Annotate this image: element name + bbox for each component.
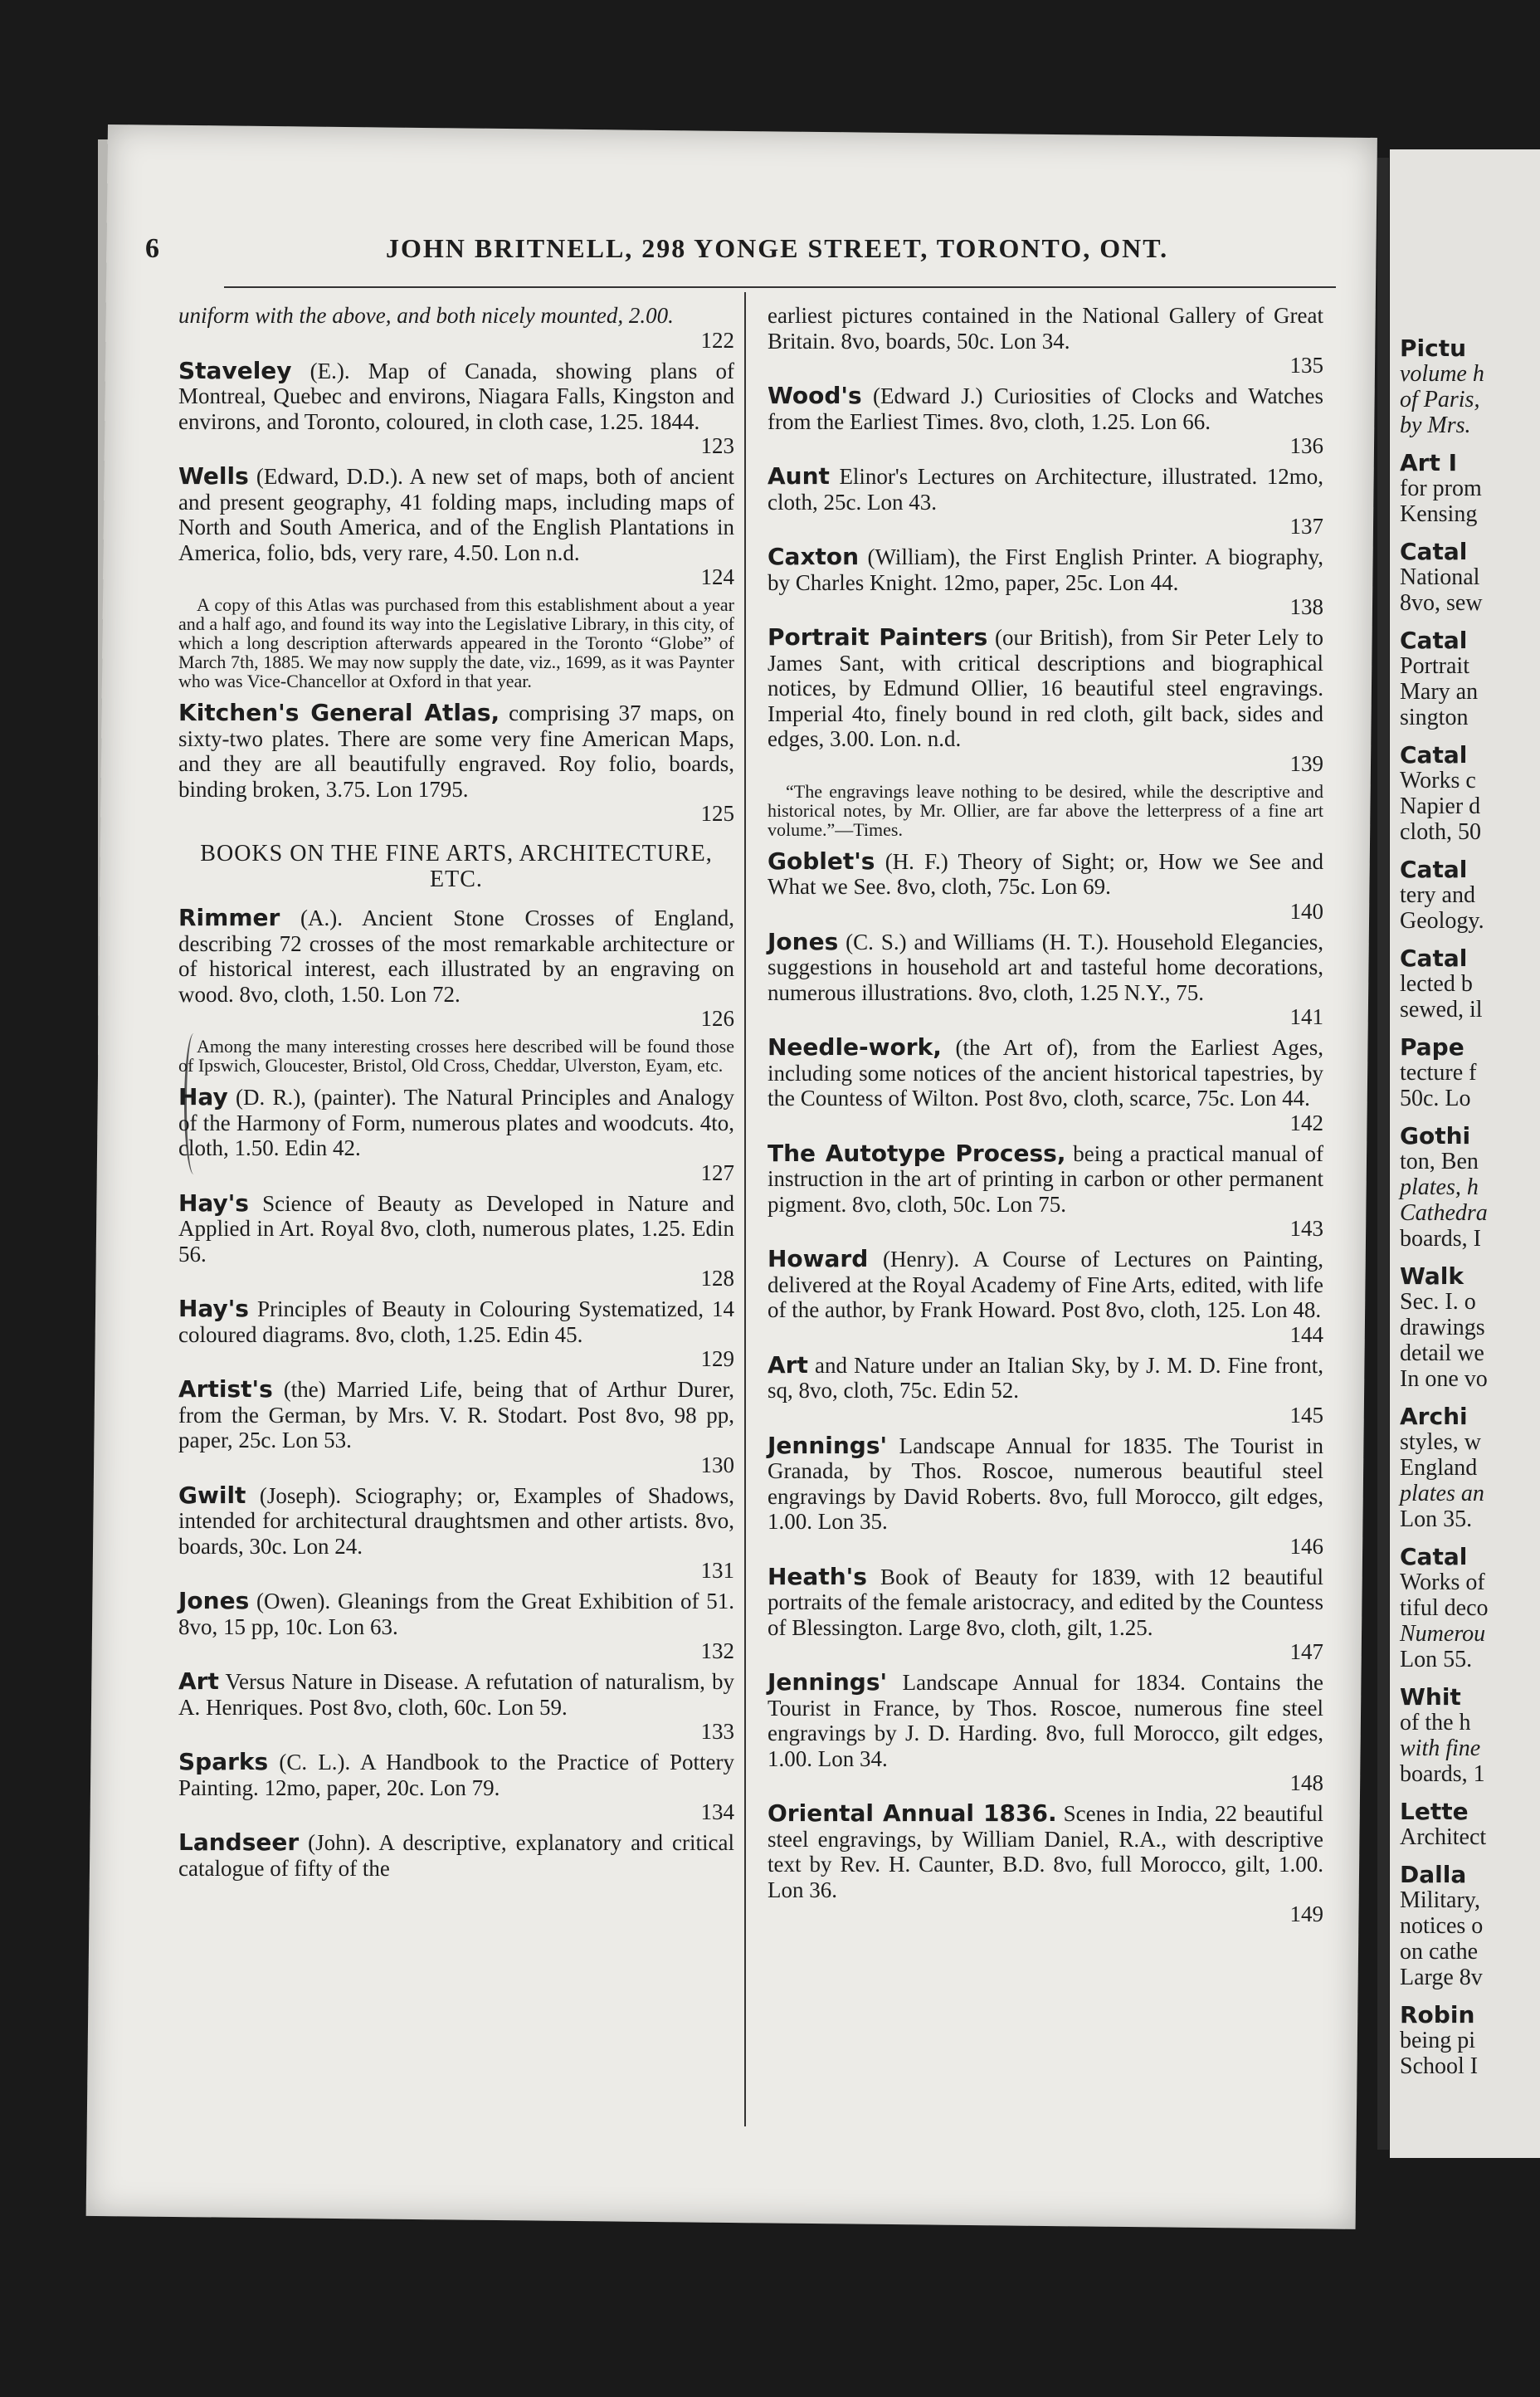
entry-body: and Nature under an Italian Sky, by J. M. D. Fine front, sq, 8vo, cloth, 75c. Edin 52.	[768, 1352, 1323, 1403]
next-page-text-fragment: Catal	[1400, 856, 1468, 883]
next-page-text-fragment: Catal	[1400, 945, 1468, 972]
entry-number: 148	[1289, 1770, 1323, 1795]
entry-body: (our British), from Sir Peter Lely to James Sant, with critical descriptions and biographical notices, by Edmund Ollier, 16 beautiful steel engravings. Imperial 4to, finely bound in red cloth, gilt back, sides and edges, 3.00. Lon. n.d.	[768, 625, 1323, 751]
catalogue-entry	[178, 303, 734, 352]
catalogue-entry	[178, 1296, 734, 1370]
next-page-text-fragment: sington	[1400, 705, 1469, 730]
entry-title: Aunt	[768, 462, 830, 490]
next-page-text-fragment: Catal	[1400, 627, 1468, 654]
entry-title: Hay's	[178, 1295, 249, 1322]
entry-body: Versus Nature in Disease. A refutation of naturalism, by A. Henriques. Post 8vo, cloth, 60c. Lon 59.	[178, 1669, 734, 1720]
entry-number: 137	[1289, 514, 1323, 539]
entry-body: (A.). Ancient Stone Crosses of England, describing 72 crosses of the most remarkable architecture or of historical interest, each illustrated by an engraving on wood. 8vo, cloth, 1.50. Lon 72.	[178, 906, 734, 1007]
next-page-text-fragment: tecture f	[1400, 1060, 1477, 1086]
entry-title: Art	[768, 1350, 808, 1379]
entry-body: (D. R.), (painter). The Natural Principles and Analogy of the Harmony of Form, numerous plates and woodcuts. 4to, cloth, 1.50. Edin 42.	[178, 1085, 734, 1160]
catalogue-entry	[178, 1669, 734, 1743]
entry-title: Art	[178, 1667, 219, 1695]
next-page-text-fragment: Catal	[1400, 741, 1468, 769]
entry-title: Caxton	[768, 543, 860, 570]
next-page-text-fragment: Sec. I. o	[1400, 1289, 1476, 1315]
catalogue-entry	[768, 927, 1323, 1029]
next-page-text-fragment: Napier d	[1400, 793, 1481, 819]
entry-body: Scenes in India, 22 beautiful steel engravings, by William Daniel, R.A., with descriptive text by Rev. H. Caunter, B.D. 8vo, full Morocco, gilt, 1.00. Lon 36.	[768, 1801, 1323, 1902]
next-page-text-fragment: Large 8v	[1400, 1965, 1483, 1990]
page-number: 6	[145, 233, 159, 264]
next-page-text-fragment: Geology.	[1400, 908, 1484, 934]
entry-body: (C. L.). A Handbook to the Practice of Pottery Painting. 12mo, paper, 20c. Lon 79.	[178, 1750, 734, 1800]
entry-title: Artist's	[178, 1375, 273, 1403]
next-page-text-fragment: Kensing	[1400, 501, 1478, 527]
entry-number: 138	[1289, 594, 1323, 619]
entry-body: Landscape Annual for 1834. Contains the Tourist in France, by Thos. Roscoe, numerous fine steel engravings by J. D. Harding. 8vo, full Morocco, gilt edges, 1.00. Lon 34.	[768, 1670, 1323, 1771]
entry-body: being a practical manual of instruction in the art of printing in carbon or other permanent pigment. 8vo, cloth, 50c. Lon 75.	[768, 1140, 1323, 1217]
catalogue-entry	[768, 1670, 1323, 1794]
catalogue-entry	[768, 544, 1323, 618]
catalogue-entry	[178, 701, 734, 825]
entry-number: 147	[1289, 1639, 1323, 1664]
entry-body: earliest pictures contained in the National Gallery of Great Britain. 8vo, boards, 50c. Lon 34.	[768, 303, 1323, 354]
entry-body: Science of Beauty as Developed in Nature and Applied in Art. Royal 8vo, cloth, numerous plates, 1.25. Edin 56.	[178, 1190, 734, 1267]
entry-number: 135	[1289, 353, 1323, 378]
entry-body: (John). A descriptive, explanatory and critical catalogue of fifty of the	[178, 1830, 734, 1881]
next-page-text-fragment: Dalla	[1400, 1861, 1467, 1888]
entry-number: 124	[700, 564, 734, 589]
entry-note: “The engravings leave nothing to be desired, while the descriptive and historical notes, by Mr. Ollier, are far above the letterpress of a fine art volume.”—Times.	[768, 780, 1323, 840]
next-page-text-fragment: Robin	[1400, 2001, 1475, 2028]
next-page-text-fragment: of the h	[1400, 1710, 1471, 1736]
entry-number: 128	[700, 1266, 734, 1291]
entry-body: Book of Beauty for 1839, with 12 beautiful portraits of the female aristocracy, and edited by the Countess of Blessington. Large 8vo, cloth, gilt, 1.25.	[768, 1564, 1323, 1640]
next-page-fragment	[1390, 149, 1540, 2158]
entry-body: (the Art of), from the Earliest Ages, including some notices of the ancient historical tapestries, by the Countess of Wilton. Post 8vo, cloth, scarce, 75c. Lon 44.	[768, 1035, 1323, 1111]
catalogue-entry	[768, 1801, 1323, 1926]
catalogue-entry	[178, 356, 734, 458]
entry-number: 134	[700, 1799, 734, 1824]
catalogue-entry	[768, 1141, 1323, 1241]
next-page-text-fragment: Whit	[1400, 1683, 1461, 1711]
entry-body: (E.). Map of Canada, showing plans of Montreal, Quebec and environs, Niagara Falls, Kingston and environs, and Toronto, coloured, in cloth case, 1.25. 1844.	[178, 358, 734, 434]
catalogue-entry	[178, 464, 734, 588]
catalogue-entry	[768, 1247, 1323, 1346]
section-heading: BOOKS ON THE FINE ARTS, ARCHITECTURE, ETC.	[200, 841, 713, 892]
next-page-text-fragment: England	[1400, 1455, 1478, 1481]
entry-title: The Autotype Process,	[768, 1139, 1066, 1167]
entry-note: Among the many interesting crosses here described will be found those of Ipswich, Gloucester, Bristol, Old Cross, Cheddar, Ulverston, Eyam, etc.	[178, 1036, 734, 1076]
entry-title: Jennings'	[768, 1431, 888, 1459]
entry-number: 131	[700, 1558, 734, 1583]
entry-body: uniform with the above, and both nicely mounted, 2.00.	[178, 303, 674, 328]
entry-title: Jones	[178, 1587, 250, 1614]
catalogue-entry	[768, 1350, 1323, 1428]
right-column	[768, 303, 1323, 1932]
next-page-text-fragment: In one vo	[1400, 1366, 1488, 1392]
catalogue-entry	[768, 625, 1323, 775]
catalogue-entry	[768, 383, 1323, 457]
entry-title: Oriental Annual 1836.	[768, 1799, 1057, 1827]
next-page-text-fragment: plates, h	[1400, 1174, 1479, 1200]
catalogue-entry	[178, 1377, 734, 1477]
entry-number: 149	[1289, 1901, 1323, 1926]
entry-body: Landscape Annual for 1835. The Tourist in Granada, by Thos. Roscoe, numerous beautiful steel engravings by David Roberts. 8vo, full Morocco, gilt edges, 1.00. Lon 35.	[768, 1433, 1323, 1534]
entry-number: 143	[1289, 1216, 1323, 1241]
next-page-text-fragment: Cathedra	[1400, 1200, 1488, 1226]
entry-number: 144	[1289, 1321, 1323, 1347]
next-page-text-fragment: Catal	[1400, 538, 1468, 565]
entry-body: (William), the First English Printer. A biography, by Charles Knight. 12mo, paper, 25c. Lon 44.	[768, 544, 1323, 595]
entry-title: Landseer	[178, 1828, 300, 1856]
entry-body: (Henry). A Course of Lectures on Painting, delivered at the Royal Academy of Fine Arts, edited, with life of the author, by Frank Howard. Post 8vo, cloth, 125. Lon 48.	[768, 1247, 1323, 1322]
header-rule	[224, 286, 1336, 288]
next-page-text-fragment: Lon 55.	[1400, 1647, 1473, 1672]
next-page-text-fragment: Works of	[1400, 1570, 1485, 1595]
next-page-text-fragment: Lette	[1400, 1798, 1469, 1825]
next-page-text-fragment: sewed, il	[1400, 997, 1483, 1023]
entry-number: 127	[700, 1159, 734, 1185]
next-page-text-fragment: being pi	[1400, 2028, 1475, 2053]
entry-number: 140	[1289, 898, 1323, 924]
entry-title: Kitchen's General Atlas,	[178, 699, 500, 726]
next-page-text-fragment: Archi	[1400, 1403, 1468, 1430]
catalogue-entry	[178, 1085, 734, 1184]
entry-title: Rimmer	[178, 904, 280, 931]
next-page-text-fragment: boards, 1	[1400, 1761, 1485, 1787]
entry-body: (Joseph). Sciography; or, Examples of Shadows, intended for architectural draughtsmen and other artists. 8vo, boards, 30c. Lon 24.	[178, 1482, 734, 1559]
catalogue-entry	[178, 1191, 734, 1291]
next-page-text-fragment: 8vo, sew	[1400, 590, 1483, 616]
entry-title: Hay	[178, 1083, 228, 1111]
next-page-text-fragment: School I	[1400, 2053, 1479, 2079]
entry-title: Wood's	[768, 382, 862, 409]
next-page-text-fragment: Art I	[1400, 449, 1458, 476]
next-page-text-fragment: Walk	[1400, 1262, 1464, 1290]
next-page-text-fragment: Works c	[1400, 768, 1476, 793]
next-page-text-fragment: on cathe	[1400, 1939, 1479, 1965]
catalogue-entry	[768, 464, 1323, 538]
catalogue-entry	[178, 1750, 734, 1823]
next-page-text-fragment: Numerou	[1400, 1621, 1486, 1647]
entry-body: (C. S.) and Williams (H. T.). Household Elegancies, suggestions in household art and tasteful home decorations, numerous illustrations. 8vo, cloth, 1.25 N.Y., 75.	[768, 929, 1323, 1005]
entry-body: comprising 37 maps, on sixty-two plates. There are some very fine American Maps, and they are all beautifully engraved. Roy folio, boards, binding broken, 3.75. Lon 1795.	[178, 701, 734, 802]
entry-body: (the) Married Life, being that of Arthur Durer, from the German, by Mrs. V. R. Stodart. Post 8vo, 98 pp, paper, 25c. Lon 53.	[178, 1377, 734, 1452]
next-page-text-fragment: Pape	[1400, 1033, 1464, 1061]
entry-body: (Edward J.) Curiosities of Clocks and Watches from the Earliest Times. 8vo, cloth, 1.25. Lon 66.	[768, 383, 1323, 434]
entry-number: 125	[700, 801, 734, 826]
left-column	[178, 303, 734, 1887]
next-page-text-fragment: Portrait	[1400, 653, 1469, 679]
entry-number: 139	[1289, 750, 1323, 776]
next-page-text-fragment: notices o	[1400, 1913, 1484, 1939]
entry-number: 123	[700, 433, 734, 458]
book-spine	[1377, 158, 1389, 2150]
next-page-text-fragment: for prom	[1400, 476, 1482, 501]
entry-note: A copy of this Atlas was purchased from this establishment about a year and a half ago, and found its way into the Legislative Library, in this city, of which a long description afterwards appeared in the Toronto “Globe” of March 7th, 1885. We may now supply the date, viz., 1699, as it was Paynter who was Vice-Chancellor at Oxford in that year.	[178, 594, 734, 691]
next-page-text-fragment: National	[1400, 564, 1480, 590]
next-page-text-fragment: detail we	[1400, 1340, 1484, 1366]
entry-number: 145	[1289, 1402, 1323, 1428]
entry-number: 130	[700, 1452, 734, 1477]
next-page-text-fragment: Military,	[1400, 1887, 1480, 1913]
next-page-text-fragment: cloth, 50	[1400, 819, 1481, 845]
entry-number: 141	[1289, 1004, 1323, 1029]
catalogue-entry	[178, 906, 734, 1030]
next-page-text-fragment: volume h	[1400, 361, 1484, 387]
entry-title: Heath's	[768, 1562, 867, 1590]
next-page-text-fragment: Mary an	[1400, 679, 1479, 705]
entry-title: Jennings'	[768, 1668, 888, 1696]
catalogue-entry	[768, 303, 1323, 377]
next-page-text-fragment: plates an	[1400, 1481, 1484, 1506]
next-page-text-fragment: boards, I	[1400, 1226, 1481, 1252]
entry-title: Needle-work,	[768, 1033, 942, 1061]
entry-title: Staveley	[178, 356, 292, 384]
entry-number: 129	[700, 1346, 734, 1371]
next-page-text-fragment: tery and	[1400, 882, 1475, 908]
catalogue-entry	[768, 1562, 1323, 1664]
entry-title: Jones	[768, 927, 839, 955]
entry-body: Elinor's Lectures on Architecture, illustrated. 12mo, cloth, 25c. Lon 43.	[768, 464, 1323, 515]
next-page-text-fragment: of Paris,	[1400, 387, 1480, 413]
next-page-text-fragment: Architect	[1400, 1824, 1487, 1850]
catalogue-entry	[178, 1589, 734, 1662]
entry-title: Gwilt	[178, 1481, 246, 1509]
page-header	[145, 228, 1348, 278]
next-page-text-fragment: Catal	[1400, 1543, 1468, 1570]
catalogue-entry	[178, 1830, 734, 1881]
next-page-text-fragment: styles, w	[1400, 1429, 1481, 1455]
next-page-text-fragment: with fine	[1400, 1736, 1481, 1761]
entry-body: (Owen). Gleanings from the Great Exhibition of 51. 8vo, 15 pp, 10c. Lon 63.	[178, 1589, 734, 1639]
entry-number: 146	[1289, 1533, 1323, 1559]
entry-title: Portrait Painters	[768, 623, 988, 651]
entry-number: 126	[700, 1006, 734, 1031]
catalogue-entry	[768, 1433, 1323, 1558]
entry-body: (H. F.) Theory of Sight; or, How we See and What we See. 8vo, cloth, 75c. Lon 69.	[768, 848, 1323, 899]
entry-number: 133	[700, 1719, 734, 1744]
entry-body: (Edward, D.D.). A new set of maps, both of ancient and present geography, 41 folding maps, including maps of North and South America, and of the English Plantations in America, folio, bds, very rare, 4.50. Lon n.d.	[178, 464, 734, 565]
entry-number: 122	[700, 327, 734, 353]
next-page-text-fragment: 50c. Lo	[1400, 1086, 1471, 1111]
next-page-text-fragment: drawings	[1400, 1315, 1485, 1340]
entry-title: Wells	[178, 462, 249, 490]
column-divider	[744, 292, 746, 2126]
entry-number: 142	[1289, 1110, 1323, 1135]
catalogue-entry	[768, 849, 1323, 923]
catalogue-entry	[768, 1035, 1323, 1135]
entry-title: Goblet's	[768, 847, 875, 875]
next-page-text-fragment: Pictu	[1400, 334, 1467, 362]
next-page-text-fragment: ton, Ben	[1400, 1149, 1479, 1174]
entry-number: 132	[700, 1638, 734, 1663]
next-page-text-fragment: lected b	[1400, 971, 1473, 997]
next-page-text-fragment: by Mrs.	[1400, 413, 1471, 438]
entry-number: 136	[1289, 433, 1323, 458]
entry-title: Hay's	[178, 1189, 249, 1217]
next-page-text-fragment: tiful deco	[1400, 1595, 1489, 1621]
next-page-text-fragment: Gothi	[1400, 1122, 1471, 1150]
entry-body: Principles of Beauty in Colouring Systematized, 14 coloured diagrams. 8vo, cloth, 1.25. Edin 45.	[178, 1296, 734, 1347]
entry-title: Howard	[768, 1245, 869, 1272]
next-page-text-fragment: Lon 35.	[1400, 1506, 1473, 1532]
header-title: JOHN BRITNELL, 298 YONGE STREET, TORONTO, ONT.	[386, 233, 1169, 263]
entry-title: Sparks	[178, 1748, 269, 1775]
catalogue-entry	[178, 1483, 734, 1583]
